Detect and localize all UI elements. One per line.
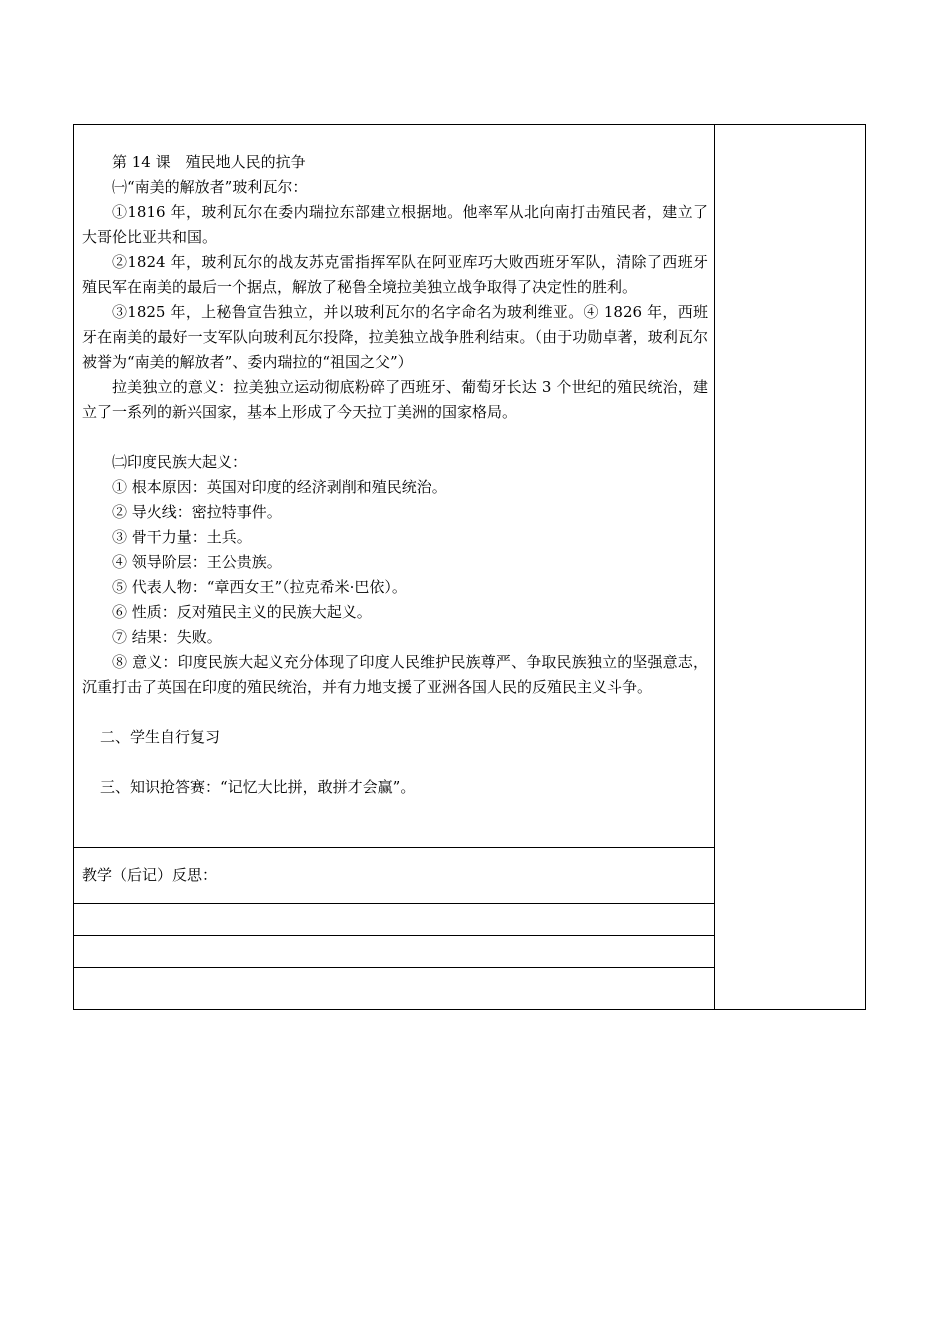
column-divider bbox=[714, 124, 715, 1010]
part2-item: ⑦ 结果：失败。 bbox=[112, 628, 222, 646]
row-divider-content bbox=[73, 847, 715, 848]
spacer bbox=[82, 425, 708, 450]
lesson-title: 第 14 课 殖民地人民的抗争 bbox=[112, 153, 306, 171]
part1-heading: ㈠“南美的解放者”玻利瓦尔： bbox=[112, 178, 308, 196]
part1-paragraph: ②1824 年，玻利瓦尔的战友苏克雷指挥军队在阿亚库巧大败西班牙军队，清除了西班牙殖民军在南美的最后一个据点，解放了秘鲁全境拉美独立战争取得了决定性的胜利。 bbox=[82, 253, 708, 296]
part2-item: ③ 骨干力量：土兵。 bbox=[112, 528, 252, 546]
part2-item: ⑤ 代表人物：“章西女王”（拉克希米·巴依）。 bbox=[112, 578, 407, 596]
part1-paragraph: ③1825 年，上秘鲁宣告独立，并以玻利瓦尔的名字命名为玻利维亚。④ 1826 年，西班牙在南美的最好一支军队向玻利瓦尔投降，拉美独立战争胜利结束。（由于功勋卓著，玻利瓦尔被誉为“南美的解放者”、委内瑞拉的“祖国之父”） bbox=[82, 303, 708, 371]
part1-paragraph: ①1816 年，玻利瓦尔在委内瑞拉东部建立根据地。他率军从北向南打击殖民者，建立了大哥伦比亚共和国。 bbox=[82, 203, 708, 246]
row-divider-blank-1 bbox=[73, 935, 715, 936]
part2-item: ⑥ 性质：反对殖民主义的民族大起义。 bbox=[112, 603, 372, 621]
section-self-review: 二、学生自行复习 bbox=[100, 728, 221, 746]
part1-significance: 拉美独立的意义：拉美独立运动彻底粉碎了西班牙、葡萄牙长达 3 个世纪的殖民统治，建立了一系列的新兴国家，基本上形成了今天拉丁美洲的国家格局。 bbox=[82, 378, 708, 421]
reflection-label: 教学（后记）反思： bbox=[82, 866, 218, 884]
row-divider-blank-2 bbox=[73, 967, 715, 968]
spacer bbox=[82, 700, 708, 725]
section-quiz: 三、知识抢答赛：“记忆大比拼，敢拼才会赢”。 bbox=[100, 778, 416, 796]
part2-heading: ㈡印度民族大起义： bbox=[112, 453, 248, 471]
row-divider-reflection bbox=[73, 903, 715, 904]
lesson-content bbox=[82, 150, 708, 800]
part2-item: ④ 领导阶层：王公贵族。 bbox=[112, 553, 282, 571]
part2-item: ⑧ 意义：印度民族大起义充分体现了印度人民维护民族尊严、争取民族独立的坚强意志，沉重打击了英国在印度的殖民统治，并有力地支援了亚洲各国人民的反殖民主义斗争。 bbox=[82, 653, 708, 696]
spacer bbox=[82, 750, 708, 775]
part2-item: ② 导火线：密拉特事件。 bbox=[112, 503, 282, 521]
part2-item: ① 根本原因：英国对印度的经济剥削和殖民统治。 bbox=[112, 478, 447, 496]
